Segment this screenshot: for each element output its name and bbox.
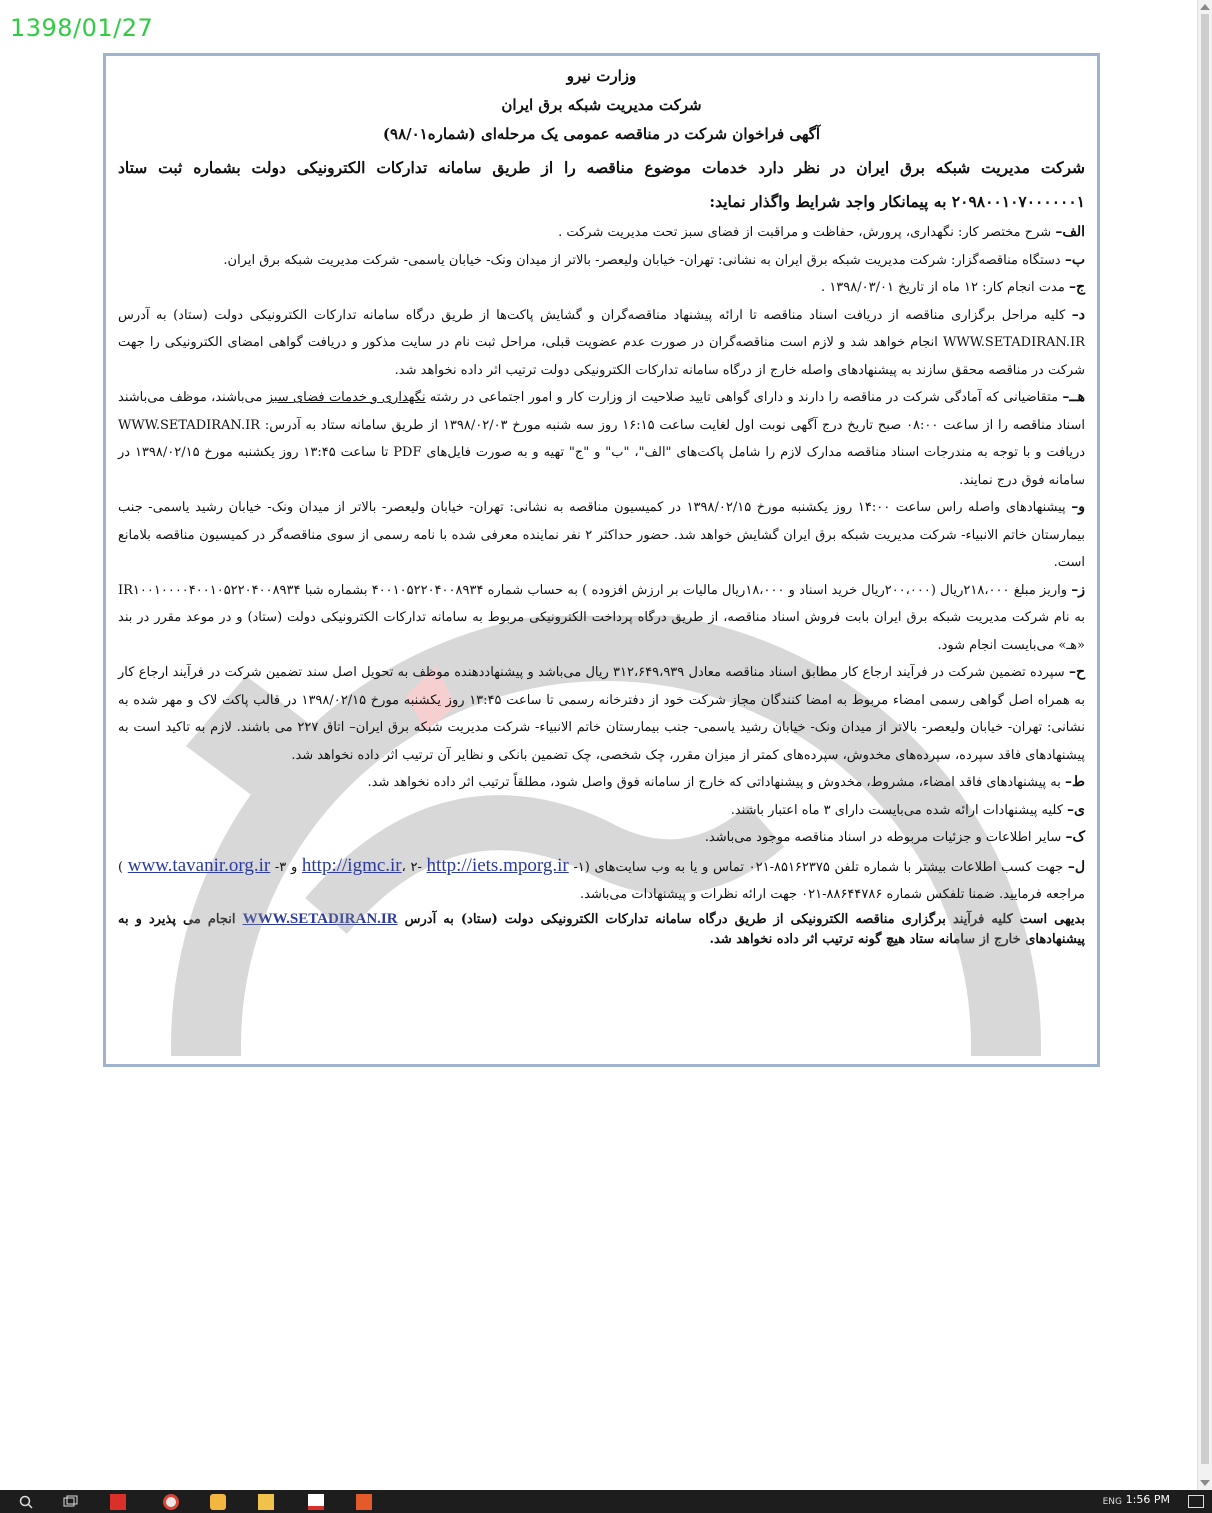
clause-text: می‌باشند، موظف می‌باشند اسناد مناقصه را از ساعت ۰۸:۰۰ صبح تاریخ درج آگهی نوبت اول لغایت ساعت ۱۶:۱۵ روز سه شنبه مورخ ۱۳۹۸/۰۲/۰۳ از طریق سامانه ستاد به آدرس: WWW.SETADIRAN.IR دریافت و با توجه به مندرجات اسناد مناقصه مدارک لازم را شامل پاکت‌های "الف"، "ب" و "ج" تهیه و به صورت فایل‌های PDF تا ساعت ۱۳:۴۵ روز یکشنبه مورخ ۱۳۹۸/۰۲/۱۵ در سامانه فوق درج نمایند.	[118, 390, 1086, 488]
clause-text: ، ۲-	[401, 859, 427, 875]
app-icon[interactable]	[356, 1494, 372, 1510]
clock[interactable]: 1:56 PM	[1125, 1493, 1170, 1506]
clause-ye	[118, 797, 1085, 825]
clause-text: واریز مبلغ ۲۱۸،۰۰۰ریال (۲۰۰،۰۰۰ریال خرید اسناد و ۱۸،۰۰۰ریال مالیات بر ارزش افزوده ) به حساب شماره ۴۰۰۱۰۵۲۲۰۴۰۰۸۹۳۴ بشماره شبا IR۱۰۰۱۰۰۰۰۴۰۰۱۰۵۲۲۰۴۰۰۸۹۳۴ به نام شرکت مدیریت شبکه برق ایران بابت فروش اسناد مناقصه، از طریق درگاه پرداخت الکترونیکی مربوط به سامانه تدارکات الکترونیکی دولت (ستاد) و در موعد مقرر در بند «هـ» می‌بایست انجام شود.	[118, 582, 1085, 653]
clause-text-underlined: نگهداری و خدمات فضای سبز	[266, 390, 426, 405]
clause-label: و–	[1071, 499, 1085, 515]
setadiran-link[interactable]: WWW.SETADIRAN.IR	[242, 910, 398, 927]
clause-label: ب–	[1064, 251, 1085, 268]
folder-icon[interactable]	[258, 1494, 274, 1510]
clause-text: کلیه پیشنهادات ارائه شده می‌بایست دارای ۳ ماه اعتبار باشند.	[730, 802, 1063, 818]
clause-text: متقاضیانی که آمادگی شرکت در مناقصه را دارند و دارای گواهی تایید صلاحیت از وزارت کار و امور اجتماعی در رشته	[425, 390, 1059, 405]
pdf-icon[interactable]	[308, 1494, 324, 1510]
clause-jim	[118, 274, 1085, 302]
document-page	[103, 53, 1100, 1067]
clause-text: ) مراجعه فرمایید. ضمنا تلفکس شماره ۸۸۶۴۴۷۸۶-۰۲۱ جهت ارائه نظرات و پیشنهادات می‌باشد.	[118, 859, 1085, 902]
clause-vav	[118, 494, 1085, 577]
taskbar	[0, 1490, 1212, 1513]
chrome-icon[interactable]	[163, 1494, 179, 1510]
clause-dal	[118, 302, 1085, 385]
notification-icon[interactable]	[1188, 1495, 1204, 1508]
clause-label: د–	[1071, 306, 1085, 323]
scroll-up-icon[interactable]	[1200, 4, 1210, 10]
clause-label: الف–	[1055, 224, 1085, 240]
intro-paragraph: شرکت مدیریت شبکه برق ایران در نظر دارد خدمات موضوع مناقصه را از طریق سامانه تدارکات الکترونیکی دولت بشماره ثبت ستاد ۲۰۹۸۰۰۱۰۷۰۰۰۰۰۰۱ به پیمانکار واجد شرایط واگذار نماید:	[118, 158, 1085, 211]
clause-text: جهت کسب اطلاعات بیشتر با شماره تلفن ۸۵۱۶۲۳۷۵-۰۲۱ تماس و یا به وب سایت‌های (۱-	[568, 859, 1064, 875]
clause-he2	[118, 659, 1085, 769]
clause-label: هــ–	[1062, 389, 1085, 405]
clause-label: ک–	[1065, 829, 1085, 845]
clause-label: ط–	[1065, 774, 1085, 790]
task-view-icon[interactable]	[62, 1494, 78, 1510]
clause-he	[118, 384, 1085, 494]
scrollbar-thumb[interactable]	[1201, 14, 1209, 1464]
clause-text: کلیه مراحل برگزاری مناقصه از دریافت اسناد مناقصه تا ارائه پیشنهاد مناقصه‌گران و گشایش پاکت‌ها از طریق درگاه سامانه تدارکات الکترونیکی دولت (ستاد) به آدرس WWW.SETADIRAN.IR انجام خواهد شد و لازم است مناقصه‌گران در صورت عدم عضویت قبلی، مراحل ثبت نام در سایت مذکور و دریافت گواهی امضای الکترونیکی را جهت شرکت در مناقصه محقق سازند به پیشنهادهای واصله خارج از درگاه سامانه تدارکات الکترونیکی دولت ترتیب اثر داده نخواهد شد.	[118, 307, 1085, 378]
clause-label: ج–	[1068, 279, 1085, 295]
clause-text: مدت انجام کار: ۱۲ ماه از تاریخ ۱۳۹۸/۰۳/۰۱ .	[821, 280, 1065, 295]
final-note	[118, 909, 1085, 950]
clause-text: و ۳-	[270, 859, 302, 875]
clause-be	[118, 247, 1085, 275]
ministry-title: وزارت نیرو	[566, 67, 637, 85]
language-indicator[interactable]: ENG	[1102, 1497, 1122, 1507]
clause-label: ح–	[1068, 664, 1085, 680]
clause-lam	[118, 852, 1085, 909]
clause-label: ز–	[1071, 581, 1085, 598]
clause-text: پیشنهادهای واصله راس ساعت ۱۴:۰۰ روز یکشنبه مورخ ۱۳۹۸/۰۲/۱۵ در کمیسیون مناقصه به نشانی: تهران- خیابان ولیعصر- بالاتر از میدان ونک- خیابان رشید یاسمی- جنب بیمارستان خاتم الانبیاء- شرکت مدیریت شبکه برق ایران گشایش خواهد شد. حضور حداکثر ۲ نفر نماینده معرفی شده با نامه رسمی از سوی مناقصه‌گر در کمیسیون مناقصه بلامانع است.	[118, 500, 1085, 570]
search-icon[interactable]	[18, 1494, 34, 1510]
clause-text: سایر اطلاعات و جزئیات مربوطه در اسناد مناقصه موجود می‌باشد.	[704, 830, 1062, 845]
clause-label: ی–	[1067, 801, 1085, 818]
clause-ze	[118, 577, 1085, 660]
igmc-link[interactable]: http://igmc.ir	[301, 854, 402, 876]
clause-alef	[118, 219, 1085, 247]
clause-text: به پیشنهادهای فاقد امضاء، مشروط، مخدوش و پیشنهاداتی که خارج از سامانه فوق واصل شود، مطلقاً ترتیب اثر داده نخواهد شد.	[367, 775, 1061, 790]
clause-text: دستگاه مناقصه‌گزار: شرکت مدیریت شبکه برق ایران به نشانی: تهران- خیابان ولیعصر- بالاتر از میدان ونک- خیابان یاسمی- شرکت مدیریت شبکه برق ایران.	[223, 252, 1061, 268]
iets-link[interactable]: http://iets.mporg.ir	[426, 854, 569, 876]
final-note-text: انجام می پذیرد و به پیشنهادهای خارج از سامانه ستاد هیچ گونه ترتیب اثر داده نخواهد شد.	[118, 911, 1085, 947]
tavanir-link[interactable]: www.tavanir.org.ir	[127, 854, 271, 876]
app-icon[interactable]	[210, 1494, 226, 1510]
clause-kaf	[118, 824, 1085, 852]
clause-label: ل–	[1067, 858, 1086, 875]
vertical-scrollbar[interactable]	[1197, 0, 1212, 1490]
date-stamp: 1398/01/27	[10, 14, 154, 42]
company-title: شرکت مدیریت شبکه برق ایران	[501, 96, 702, 114]
clause-text: سپرده تضمین شرکت در فرآیند ارجاع کار مطابق اسناد مناقصه معادل ۳۱۲،۶۴۹،۹۳۹ ریال می‌باشد و پیشنهاددهنده موظف به تحویل اصل سند تضمین شرکت در فرآیند ارجاع کار به همراه اصل گواهی رسمی امضاء مربوط به امضا کنندگان مجاز شرکت خود از دفترخانه رسمی تا ساعت ۱۳:۴۵ روز یکشنبه مورخ ۱۳۹۸/۰۲/۱۵ در قالب پاکت لاک و مهر شده به نشانی: تهران- خیابان ولیعصر- بالاتر از میدان ونک- خیابان رشید یاسمی- جنب بیمارستان خاتم الانبیاء- شرکت مدیریت شبکه برق ایران– اتاق ۲۲۷ می باشند. لازم به تاکید است به پیشنهادهای فاقد سپرده، سپرده‌های مخدوش، سپرده‌های کمتر از میزان مقرر، چک شخصی، چک تضمین بانکی و نظایر آن ترتیب اثر داده نخواهد شد.	[118, 665, 1085, 763]
tender-title: آگهی فراخوان شرکت در مناقصه عمومی یک مرحله‌ای (شماره۹۸/۰۱)	[382, 125, 821, 143]
final-note-text: بدیهی است کلیه فرآیند برگزاری مناقصه الکترونیکی از طریق درگاه سامانه تدارکات الکترونیکی دولت (ستاد) به آدرس	[397, 911, 1085, 927]
scroll-down-icon[interactable]	[1200, 1480, 1210, 1486]
app-icon[interactable]	[110, 1494, 126, 1510]
clause-ta	[118, 769, 1085, 797]
clause-text: شرح مختصر کار: نگهداری، پرورش، حفاظت و مراقبت از فضای سبز تحت مدیریت شرکت .	[558, 225, 1052, 240]
